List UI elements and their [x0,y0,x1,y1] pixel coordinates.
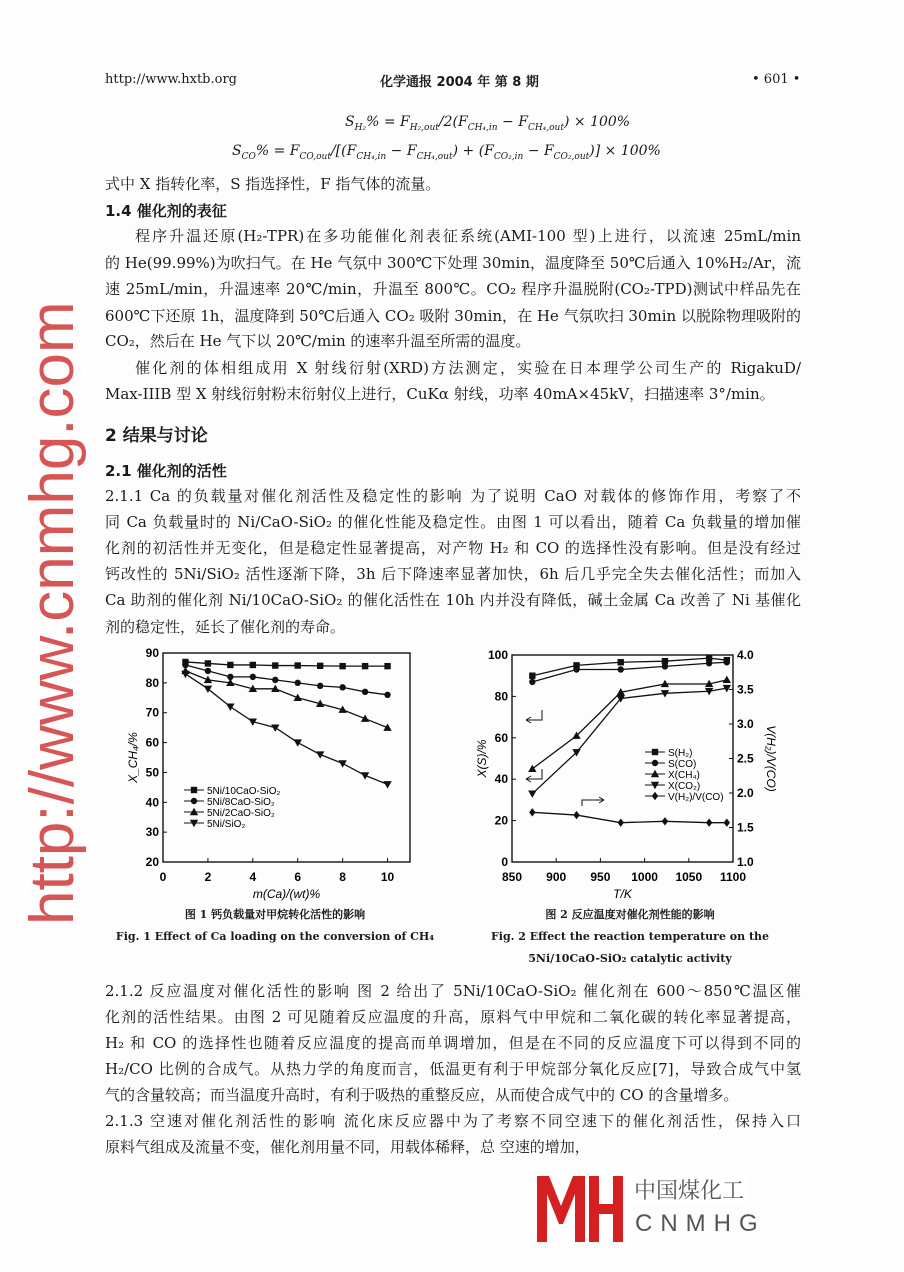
formula-part: H₂ [354,122,367,133]
text-line: Max-IIIB 型 X 射线衍射粉末衍射仪上进行，CuKα 射线，功率 40mA×45kV，扫描速率 3°/min。 [105,385,775,403]
text-line: 的 He(99.99%)为吹扫气。在 He 气氛中 300℃下处理 30min，温度降至 50℃后通入 10%H₂/Ar，流 [105,254,801,272]
legend-label: S(CO) [668,759,697,770]
y2-tick-label: 3.5 [737,682,754,697]
formula-part: CO₂,in [493,151,524,162]
figure-2-caption-en-1: Fig. 2 Effect the reaction temperature on the [490,930,770,943]
formula-part: − F [523,143,554,159]
text-line: 同 Ca 负载量时的 Ni/CaO-SiO₂ 的催化性能及稳定性。由图 1 可以看出，随着 Ca 负载量的增加催 [105,513,801,531]
formula-part: )] × 100% [589,143,661,159]
legend-marker [652,792,658,800]
legend-marker [191,787,197,793]
data-point [529,673,535,679]
text-line: 化剂的活性结果。由图 2 可见随着反应温度的升高，原料气中甲烷和二氧化碳的转化率显著提高， [105,1008,801,1026]
series-line-1 [185,665,387,695]
data-point [573,666,579,672]
legend-label: 5Ni/10CaO-SiO₂ [207,786,281,797]
text-line: 程序升温还原(H₂-TPR)在多功能催化剂表征系统(AMI-100 型)上进行，以流速 25mL/min [135,227,801,245]
data-point [662,817,668,825]
formula-note: 式中 X 指转化率，S 指选择性，F 指气体的流量。 [105,175,441,193]
y2-tick-label: 4.0 [737,648,754,662]
data-point [528,790,536,797]
text-line: H₂ 和 CO 的选择性也随着反应温度的提高而单调增加，但是在不同的反应温度下可以得到不同的 [105,1034,801,1052]
watermark-url: http://www.cnmhg.com [18,301,87,925]
legend-marker [191,798,197,804]
text-line: 气的含量较高；而当温度升高时，有利于吸热的重整反应，从而使合成气中的 CO 的含量增多。 [105,1086,739,1104]
data-point [724,659,730,665]
formula-s-h2 [345,114,630,133]
data-point [338,760,346,767]
text-line: 2.1.2 反应温度对催化活性的影响 图 2 给出了 5Ni/10CaO-SiO₂ 催化剂在 600～850℃温区催 [105,982,801,1000]
text-line: 2.1.1 Ca 的负载量对催化剂活性及稳定性的影响 为了说明 CaO 对载体的修饰作用，考察了不 [105,487,801,505]
data-point [205,668,211,674]
right-axis-arrow-icon [582,797,604,806]
y-tick-label: 70 [145,705,159,720]
y-axis-label: X(S)/% [475,739,489,778]
formula-part: /[(F [330,143,357,159]
series-line-1 [532,662,726,682]
formula-part: ) + (F [452,143,494,159]
logo-text-en: CNMHG [635,1210,766,1237]
data-point [250,674,256,680]
text-line: 剂的稳定性，延长了催化剂的寿命。 [105,618,346,636]
x-axis-label: T/K [613,887,632,901]
data-point [383,781,391,788]
data-point [181,671,189,678]
x-tick-label: 1100 [719,870,747,884]
formula-part: H₂,out [409,122,439,133]
y2-tick-label: 2.0 [737,786,754,800]
figure-2-caption-en-2: 5Ni/10CaO-SiO₂ catalytic activity [528,952,732,965]
data-point [573,811,579,819]
data-point [362,663,368,669]
formula-part: S [345,114,355,130]
series-line-2 [185,671,387,728]
y-tick-label: 60 [145,735,159,750]
text-line: Ca 助剂的催化剂 Ni/10CaO-SiO₂ 的催化活性在 10h 内并没有降低，碱土金属 Ca 改善了 Ni 基催化 [105,591,801,609]
legend-label: S(H₂) [668,748,693,759]
x-tick-label: 900 [546,870,567,884]
data-point [706,818,712,826]
y2-tick-label: 3.0 [737,717,754,731]
data-point [724,818,730,826]
legend-label: 5Ni/8CaO-SiO₂ [207,797,275,808]
formula-part: ) × 100% [563,114,631,130]
y-tick-label: 20 [145,855,159,869]
logo-text-cn: 中国煤化工 [630,1174,748,1205]
left-axis-arrow-icon [526,710,542,723]
text-line: 600℃下还原 1h，温度降到 50℃后通入 CO₂ 吸附 30min，在 He 气氛吹扫 30min 以脱除物理吸附的 [105,307,801,325]
x-tick-label: 1000 [631,870,658,884]
data-point [618,666,624,672]
data-point [272,662,278,668]
figure-2-caption-cn: 图 2 反应温度对催化剂性能的影响 [545,908,715,921]
text-line: 2.1.3 空速对催化剂活性的影响 流化床反应器中为了考察不同空速下的催化剂活性，保持入口 [105,1112,801,1130]
section-2-title: 2 结果与讨论 [105,426,208,446]
legend-label: V(H₂)/V(CO) [668,792,724,803]
data-point [528,765,536,772]
header-journal: 化学通报 2004 年 第 8 期 [380,75,539,90]
formula-part: − F [497,114,528,130]
header-page-number: • 601 • [752,72,801,87]
legend-label: X(CH₄) [668,770,700,781]
data-point [384,692,390,698]
data-point [706,660,712,666]
formula-part: CH₄,out [416,151,453,162]
formula-part: − F [386,143,417,159]
data-point [317,683,323,689]
y-tick-label: 100 [487,648,508,662]
figure-1-chart [100,640,430,902]
x-tick-label: 0 [159,870,167,884]
data-point [529,679,535,685]
text-line: CO₂，然后在 He 气下以 20℃/min 的速率升温至所需的温度。 [105,332,531,350]
x-axis-label: m(Ca)/(wt)% [252,887,321,901]
header-url: http://www.hxtb.org [105,72,237,87]
y2-tick-label: 2.5 [737,751,754,766]
text-line: 钙改性的 5Ni/SiO₂ 活性逐渐下降，3h 后下降速率显著加快，6h 后几乎完全失去催化活性；而加入 [105,565,801,583]
x-tick-label: 8 [339,870,346,884]
x-tick-label: 10 [380,870,395,884]
y-tick-label: 80 [494,689,508,704]
data-point [662,663,668,669]
data-point [362,689,368,695]
data-point [295,680,301,686]
legend-marker [652,760,658,766]
x-tick-label: 850 [501,870,523,884]
formula-part: CO₂,out [553,151,590,162]
data-point [723,676,731,683]
y-tick-label: 0 [501,855,508,869]
series-line-2 [532,680,726,769]
y-tick-label: 20 [494,813,508,828]
x-tick-label: 4 [249,870,257,884]
data-point [618,818,624,826]
formula-part: % = F [366,114,410,130]
data-point [226,704,234,711]
legend-label: 5Ni/2CaO-SiO₂ [207,808,275,819]
formula-part: CH₄,in [467,122,498,133]
x-tick-label: 1050 [675,870,703,884]
formula-part: S [232,143,242,159]
data-point [339,663,345,669]
text-line: H₂/CO 比例的合成气。从热力学的角度而言，低温更有利于甲烷部分氧化反应[7]，导致合成气中氢 [105,1060,801,1078]
y2-tick-label: 1.5 [737,820,754,835]
data-point [272,677,278,683]
text-line: 速 25mL/min，升温速率 20℃/min，升温至 800℃。CO₂ 程序升温脱附(CO₂-TPD)测试中样品先在 [105,280,801,298]
y-tick-label: 30 [145,825,159,840]
formula-part: /2(F [438,114,468,130]
legend-label: 5Ni/SiO₂ [207,819,246,830]
formula-part: % = F [255,143,300,159]
y-tick-label: 90 [145,646,159,660]
y-tick-label: 40 [145,795,159,810]
series-line-4 [532,812,726,822]
y2-tick-label: 1.0 [737,855,754,869]
text-line: 催化剂的体相组成用 X 射线衍射(XRD)方法测定，实验在日本理学公司生产的 RigakuD/ [135,359,801,377]
formula-s-co [232,143,661,162]
figure-1-caption-cn: 图 1 钙负载量对甲烷转化活性的影响 [184,908,366,921]
formula-part: CO [241,151,256,162]
data-point [317,663,323,669]
x-tick-label: 2 [204,870,212,884]
text-line: 原料气组成及流量不变，催化剂用量不同，用载体稀释，总 空速的增加， [105,1138,590,1156]
y-tick-label: 50 [145,765,159,780]
figure-2-chart [470,640,790,902]
section-2-1-title: 2.1 催化剂的活性 [105,462,227,480]
data-point [529,808,535,816]
formula-part: CH₄,out [527,122,564,133]
y2-axis-label: V(H₂)/V(CO) [764,725,778,792]
y-axis-label: X_CH₄/% [126,732,140,783]
y-tick-label: 60 [494,730,508,745]
cnmhg-logo [535,1172,805,1247]
legend-marker [652,749,658,755]
mh-logo-icon [535,1172,625,1244]
data-point [250,662,256,668]
data-point [294,739,302,746]
formula-part: CH₄,in [356,151,387,162]
text-line: 化剂的初活性并无变化，但是稳定性显著提高，对产物 H₂ 和 CO 的选择性没有影响。但是没有经过 [105,539,801,557]
x-tick-label: 950 [590,870,611,884]
series-line-0 [185,662,387,666]
data-point [618,659,624,665]
data-point [339,684,345,690]
section-1-4-title: 1.4 催化剂的表征 [105,202,227,220]
legend-label: X(CO₂) [668,781,701,792]
data-point [384,663,390,669]
x-tick-label: 6 [294,870,302,884]
figure-1-caption-en: Fig. 1 Effect of Ca loading on the conversion of CH₄ [115,930,435,943]
formula-part: CO,out [299,151,331,162]
data-point [295,662,301,668]
data-point [227,662,233,668]
y-tick-label: 40 [494,772,508,787]
y-tick-label: 80 [145,675,159,690]
data-point [205,660,211,666]
data-point [271,724,279,731]
